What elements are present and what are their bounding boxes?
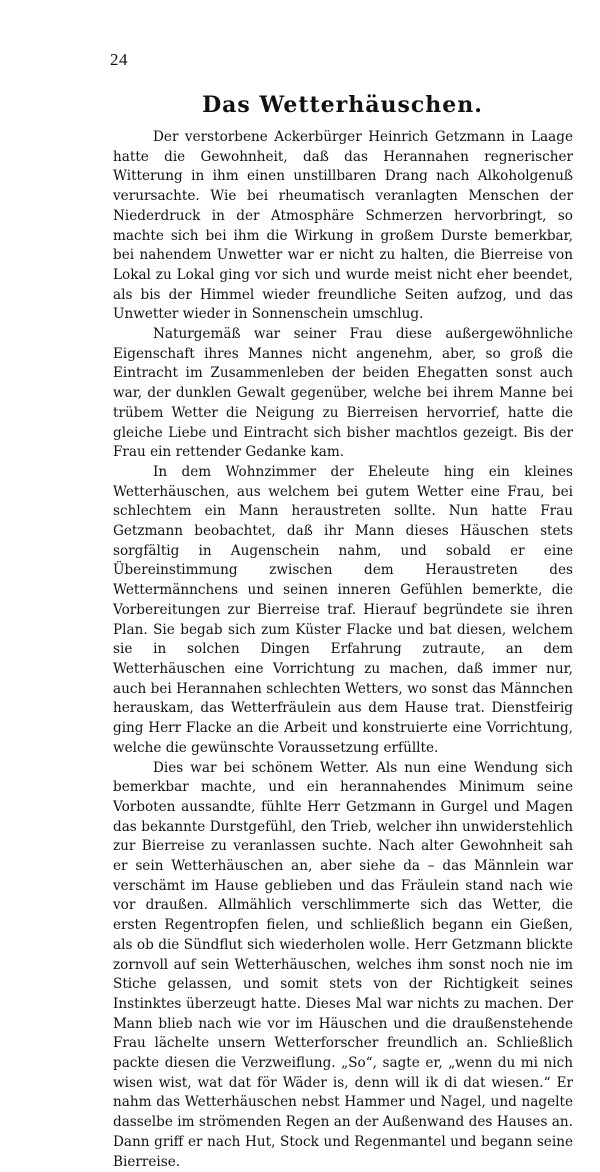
page-title: Das Wetterhäuschen. [110,92,575,118]
body-text [113,128,573,1172]
paragraph-4: Dies war bei schönem Wetter. Als nun eine Wendung sich bemerkbar machte, und ein herannahendes Minimum seine Vorboten aussandte, fühlte Herr Getzmann in Gurgel und Magen das bekannte Durstgefühl, den Trieb, welcher ihn unwiderstehlich zur Bierreise zu veranlassen suchte. Nach alter Gewohnheit sah er sein Wetterhäuschen an, aber siehe da – das Männlein war verschämt im Hause geblieben und das Fräulein stand nach wie vor draußen. Allmählich verschlimmerte sich das Wetter, die ersten Regentropfen fielen, und schließlich begann ein Gießen, als ob die Sündflut sich wiederholen wolle. Herr Getzmann blickte zornvoll auf sein Wetterhäuschen, welches ihm sonst noch nie im Stiche gelassen, und somit stets von der Richtigkeit seines Instinktes überzeugt hatte. Dieses Mal war nichts zu machen. Der Mann blieb nach wie vor im Häuschen und die draußenstehende Frau lächelte unsern Wetterforscher freundlich an. Schließlich packte diesen die Verzweiflung. „So“, sagte er, „wenn du mi nich wisen wist, wat dat för Wäder is, denn will ik di dat wiesen.“ Er nahm das Wetterhäuschen nebst Hammer und Nagel, und nagelte dasselbe im strömenden Regen an der Außenwand des Hauses an. Dann griff er nach Hut, Stock und Regenmantel und begann seine Bierreise. [113,759,573,1172]
paragraph-3: In dem Wohnzimmer der Eheleute hing ein kleines Wetterhäuschen, aus welchem bei gutem Wetter eine Frau, bei schlechtem ein Mann heraustreten sollte. Nun hatte Frau Getzmann beobachtet, daß ihr Mann dieses Häuschen stets sorgfältig in Augenschein nahm, und sobald er eine Übereinstimmung zwischen dem Heraustreten des Wettermännchens und seinen inneren Gefühlen bemerkte, die Vorbereitungen zur Bierreise traf. Hierauf begründete sie ihren Plan. Sie begab sich zum Küster Flacke und bat diesen, welchem sie in solchen Dingen Erfahrung zutraute, an dem Wetterhäuschen eine Vorrichtung zu machen, daß immer nur, auch bei Herannahen schlechten Wetters, wo sonst das Männchen herauskam, das Wetterfräulein aus dem Hause trat. Dienstfeirig ging Herr Flacke an die Arbeit und konstruierte eine Vorrichtung, welche die gewünschte Voraussetzung erfüllte. [113,463,573,759]
paragraph-1: Der verstorbene Ackerbürger Heinrich Getzmann in Laage hatte die Gewohnheit, daß das Herannahen regnerischer Witterung in ihm einen unstillbaren Drang nach Alkoholgenuß verursachte. Wie bei rheumatisch veranlagten Menschen der Niederdruck in der Atmosphäre Schmerzen hervorbringt, so machte sich bei ihm die Wirkung in großem Durste bemerkbar, bei nahendem Unwetter war er nicht zu halten, die Bierreise von Lokal zu Lokal ging vor sich und wurde meist nicht eher beendet, als bis der Himmel wieder freundliche Seiten aufzog, und das Unwetter wieder in Sonnenschein umschlug. [113,128,573,325]
paragraph-2: Naturgemäß war seiner Frau diese außergewöhnliche Eigenschaft ihres Mannes nicht angenehm, aber, so groß die Eintracht im Zusammenleben der beiden Ehegatten sonst auch war, der dunklen Gewalt gegenüber, welche bei ihrem Manne bei trübem Wetter die Neigung zu Bierreisen hervorrief, hatte die gleiche Liebe und Eintracht sich bisher machtlos gezeigt. Bis der Frau ein rettender Gedanke kam. [113,325,573,463]
page-number: 24 [110,50,128,70]
